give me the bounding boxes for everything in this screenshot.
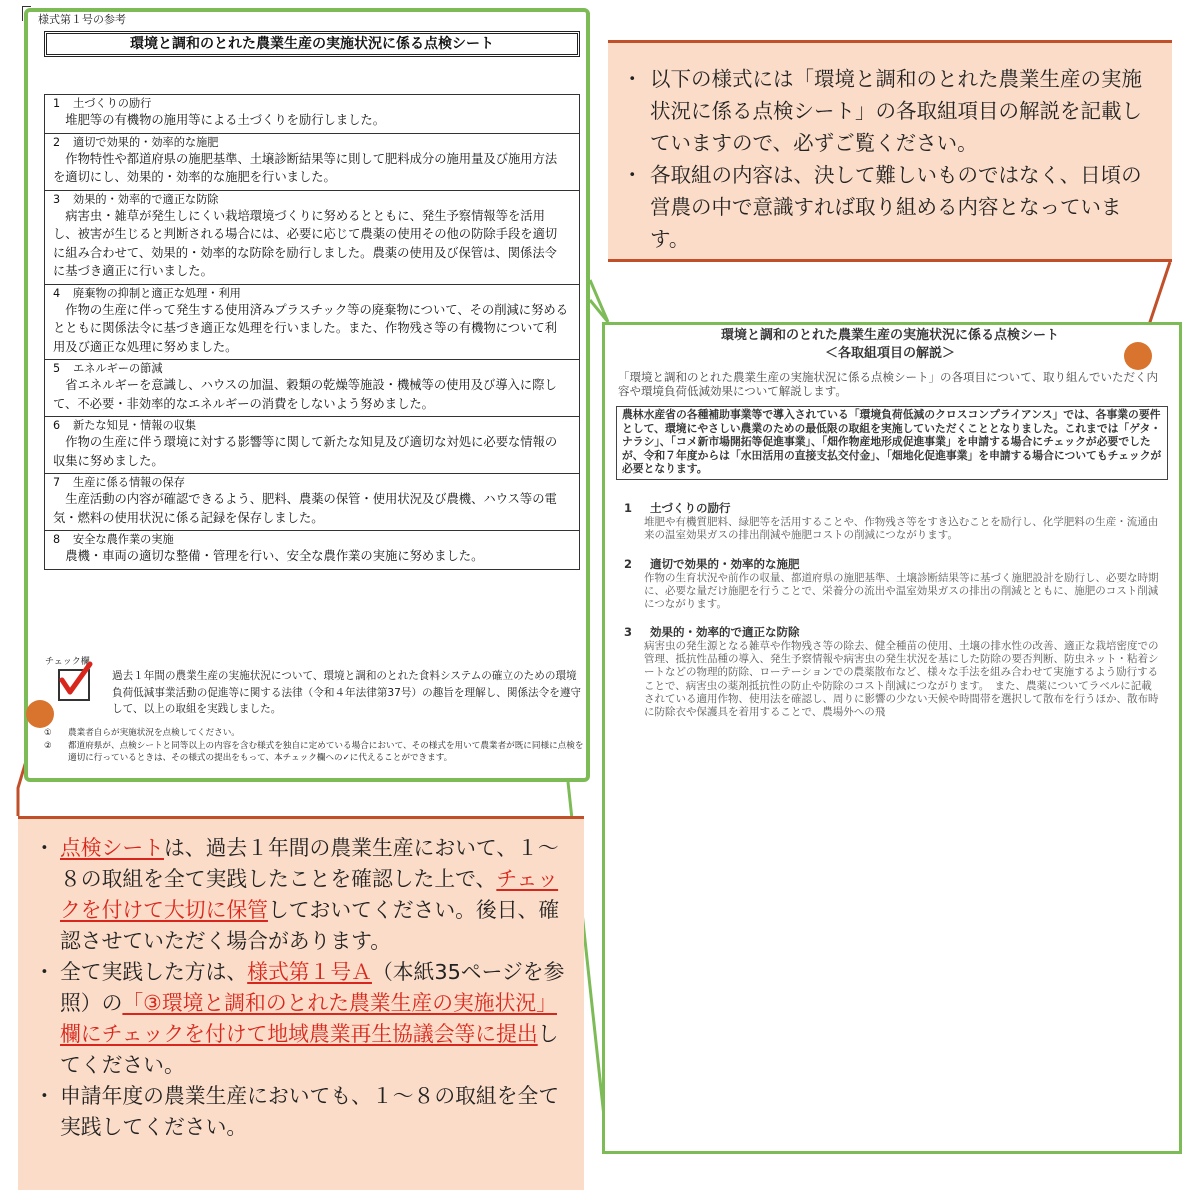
- text-segment: 全て実践した方は、: [60, 960, 248, 984]
- doc-cross-compliance-box: 農林水産省の各種補助事業等で導入されている「環境負荷低減のクロスコンプライアンス」では、各事業の要件として、環境にやさしい農業のための最低限の取組を実施していただくこととなりました。これまでは「ゲタ・ナラシ」、「コメ新市場開拓等促進事業」、「畑作物産地形成促進事業」を申請する場合にチェックが必要でしたが、令和７年度からは「水田活用の直接支払交付金」、「畑地化促進事業」を申請する場合についてもチェックが必要となります。: [616, 406, 1168, 480]
- item-number: 3: [53, 192, 61, 206]
- callout-bottom-bullet-2: [34, 957, 570, 1081]
- bullet-text: 以下の様式には「環境と調和のとれた農業生産の実施状況に係る点検シート」の各取組項目の解説を記載していますので、必ずご覧ください。: [650, 67, 1142, 155]
- check-area-label: チェック欄: [45, 657, 90, 667]
- sheet-item-8: [45, 531, 579, 569]
- doc-section-3: [624, 624, 1160, 719]
- red-checkmark-icon: [56, 658, 96, 700]
- item-body: 作物特性や都道府県の施肥基準、土壌診断結果等に則して肥料成分の施用量及び施用方法を適切にし、効果的・効率的な施肥を行いました。: [53, 151, 558, 184]
- bullet-mark: ・: [622, 67, 643, 91]
- item-body: 作物の生産に伴って発生する使用済みプラスチック等の廃棄物について、その削減に努めるとともに関係法令に基づき適正な処理を行いました。また、作物残さ等の有機物について利用及び適正な処理に努めました。: [53, 302, 568, 354]
- callout-top-bullet-2: [622, 159, 1160, 255]
- doc-section-heading: 適切で効果的・効率的な施肥: [650, 557, 800, 571]
- item-heading: 効果的・効率的で適正な防除: [73, 192, 219, 206]
- item-heading: 廃棄物の抑制と適正な処理・利用: [73, 286, 241, 300]
- bullet-text: [60, 833, 570, 957]
- callout-top: [608, 40, 1172, 262]
- note-text: 農業者自らが実施状況を点検してください。: [68, 728, 240, 738]
- doc-section-body: 堆肥や有機質肥料、緑肥等を活用することや、作物残さ等をすき込むことを励行し、化学肥料の生産・流通由来の温室効果ガスの排出削減や施肥コストの削減につながります。: [644, 516, 1159, 542]
- doc-section-body: 病害虫の発生源となる雑草や作物残さ等の除去、健全種苗の使用、土壌の排水性の改善、適正な栽培密度での管理、抵抗性品種の導入、発生予察情報や病害虫の発生状況を基にした防除の要否判断、防虫ネット・粘着シートなどの物理的防除、ローテーションでの農薬散布など、様々な手法を組み合わせて実施するよう励行することで、病害虫の薬剤抵抗性の防止や防除のコスト削減につながります。 また、農薬についてラベルに記載されている適用作物、使用法を確認し、周りに影響の少ない天候や時間帯を選択して散布を行うほか、散布時に防除衣や保護具を着用することで、農場外への飛: [644, 640, 1159, 719]
- note-mark: ①: [44, 728, 52, 738]
- item-body: 病害虫・雑草が発生しにくい栽培環境づくりに努めるとともに、発生予察情報等を活用し、被害が生じると判断される場合には、必要に応じて農薬の使用その他の防除手段を適切に組み合わせて、効果的・効率的な防除を励行しました。農薬の使用及び保管は、関係法令に基づき適正に行いました。: [53, 208, 558, 278]
- doc-section-number: 3: [624, 625, 633, 639]
- doc-title: 環境と調和のとれた農業生産の実施状況に係る点検シート: [720, 328, 1059, 343]
- highlight-submit-instruction: 「③環境と調和のとれた農業生産の実施状況」欄にチェックを付けて地域農業再生協議会等に提出: [60, 991, 557, 1046]
- item-body: 省エネルギーを意識し、ハウスの加温、穀類の乾燥等施設・機械等の使用及び導入に際して、不必要・非効率的なエネルギーの消費をしないよう努めました。: [53, 378, 557, 411]
- text-segment: しておいてください。後日、確認させていただく場合があります。: [60, 898, 560, 953]
- text-segment: は、過去１年間の農業生産において、１～８の取組を全て実践したことを確認した上で、: [60, 836, 559, 891]
- bullet-text: 申請年度の農業生産においても、１～８の取組を全て実践してください。: [60, 1084, 560, 1139]
- sheet-item-3: [45, 191, 579, 285]
- note-1: [44, 727, 584, 740]
- doc-section-2: [624, 556, 1160, 612]
- bullet-mark: ・: [34, 1084, 55, 1108]
- callout-bottom-bullet-1: [34, 833, 570, 957]
- zoom-line-top: [590, 280, 608, 322]
- text-segment: （本紙35ページを参照）の: [60, 960, 565, 1015]
- item-heading: 土づくりの励行: [73, 97, 152, 110]
- sheet-title: 環境と調和のとれた農業生産の実施状況に係る点検シート: [44, 31, 580, 57]
- item-number: 5: [53, 362, 61, 375]
- item-body: 生産活動の内容が確認できるよう、肥料、農薬の保管・使用状況及び農機、ハウス等の電気・燃料の使用状況に係る記録を保存しました。: [53, 492, 557, 525]
- bullet-text: [60, 957, 570, 1081]
- doc-subtitle: ＜各取組項目の解説＞: [824, 346, 955, 361]
- bullet-mark: ・: [622, 163, 643, 187]
- doc-section-1: [624, 500, 1160, 542]
- note-text: 都道府県が、点検シートと同等以上の内容を含む様式を独自に定めている場合において、その様式を用いて農業者が既に同様に点検を適切に行っているときは、その様式の提出をもって、本チェック欄への✓に代えることができます。: [68, 740, 584, 763]
- note-mark: ②: [44, 740, 52, 751]
- sheet-item-4: [45, 285, 579, 361]
- item-heading: 適切で効果的・効率的な施肥: [73, 135, 219, 149]
- sheet-item-list: [44, 94, 580, 570]
- item-number: 6: [53, 419, 61, 432]
- callout-bottom: [18, 816, 584, 1190]
- check-declaration-text: 過去１年間の農業生産の実施状況について、環境と調和のとれた食料システムの確立のための環境負荷低減事業活動の促進等に関する法律（令和４年法律第37号）の趣旨を理解し、関係法令を遵守して、以上の取組を実践しました。: [112, 670, 582, 716]
- item-number: 8: [53, 533, 61, 546]
- item-body: 作物の生産に伴う環境に対する影響等に関して新たな知見及び適切な対処に必要な情報の収集に努めました。: [53, 435, 558, 468]
- callout-top-bullet-1: [622, 63, 1160, 159]
- doc-section-body: 作物の生育状況や前作の収量、都道府県の施肥基準、土壌診断結果等に基づく施肥設計を励行し、必要な時期に、必要な量だけ施肥を行うことで、栄養分の流出や温室効果ガスの排出の削減とともに、施肥のコスト削減につながります。: [644, 572, 1159, 611]
- callout-bottom-bullet-3: [34, 1081, 570, 1143]
- bullet-mark: ・: [34, 960, 55, 984]
- item-heading: 新たな知見・情報の収集: [73, 419, 197, 432]
- item-number: 7: [53, 476, 61, 489]
- doc-section-number: 2: [624, 557, 633, 571]
- doc-section-number: 1: [624, 501, 633, 515]
- item-body: 農機・車両の適切な整備・管理を行い、安全な農作業の実施に努めました。: [65, 549, 484, 563]
- doc-section-heading: 効果的・効率的で適正な防除: [650, 625, 800, 639]
- sheet-item-5: [45, 360, 579, 417]
- bullet-mark: ・: [34, 836, 55, 860]
- item-number: 1: [53, 97, 61, 110]
- sheet-item-6: [45, 417, 579, 474]
- doc-section-heading: 土づくりの励行: [650, 501, 731, 515]
- item-heading: 生産に係る情報の保存: [73, 476, 185, 489]
- doc-intro: 「環境と調和のとれた農業生産の実施状況に係る点検シート」の各項目について、取り組んでいただく内容や環境負荷低減効果について解説します。: [618, 370, 1159, 398]
- bullet-text: 各取組の内容は、決して難しいものではなく、日頃の営農の中で意識すれば取り組める内容となっています。: [650, 163, 1142, 251]
- zoom-line-inner: [590, 300, 608, 322]
- sheet-item-7: [45, 474, 579, 531]
- note-2: [44, 740, 584, 765]
- item-body: 堆肥等の有機物の施用等による土づくりを励行しました。: [65, 113, 386, 127]
- highlight-keep-checked: チェックを付けて大切に保管: [60, 867, 559, 922]
- sheet-item-2: [45, 134, 579, 191]
- highlight-form-1a: 様式第１号Ａ: [247, 960, 372, 984]
- sheet-item-1: [45, 95, 579, 134]
- item-number: 4: [53, 286, 61, 300]
- text-segment: してください。: [60, 1022, 559, 1077]
- item-number: 2: [53, 135, 61, 149]
- item-heading: 安全な農作業の実施: [73, 533, 174, 546]
- highlight-check-sheet: 点検シート: [60, 836, 164, 860]
- item-heading: エネルギーの節減: [73, 362, 163, 375]
- sheet-form-reference: 様式第１号の参考: [38, 13, 126, 26]
- sheet-notes: [44, 727, 584, 765]
